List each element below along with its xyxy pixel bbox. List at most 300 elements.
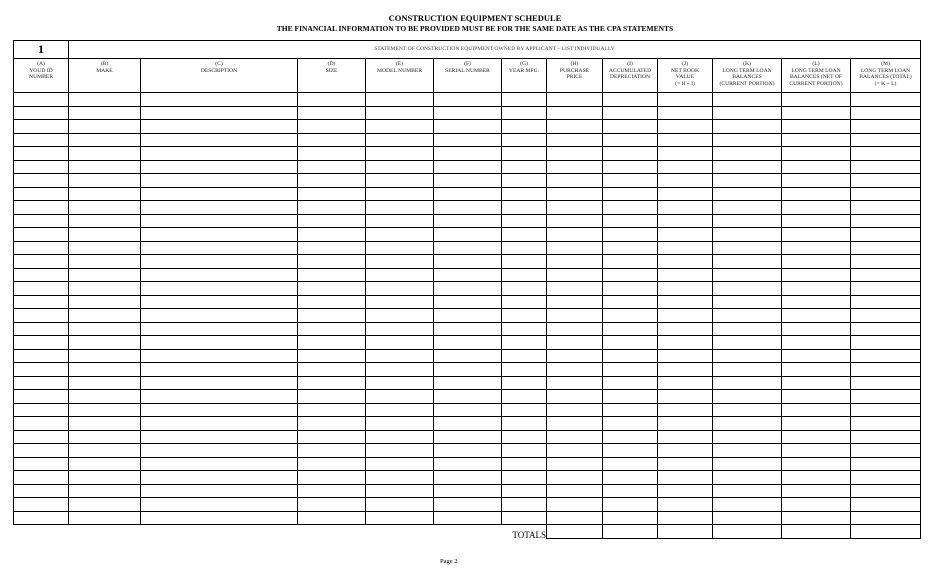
table-cell[interactable] [502, 336, 547, 350]
table-cell[interactable] [547, 295, 603, 309]
table-cell[interactable] [366, 498, 434, 512]
table-cell[interactable] [69, 471, 141, 485]
table-cell[interactable] [603, 417, 658, 431]
table-cell[interactable] [851, 295, 921, 309]
table-cell[interactable] [298, 133, 366, 147]
table-cell[interactable] [366, 187, 434, 201]
table-cell[interactable] [547, 444, 603, 458]
table-cell[interactable] [366, 457, 434, 471]
table-cell[interactable] [366, 120, 434, 134]
table-cell[interactable] [298, 93, 366, 107]
table-cell[interactable] [851, 214, 921, 228]
table-cell[interactable] [141, 93, 298, 107]
table-cell[interactable] [658, 120, 713, 134]
table-cell[interactable] [298, 322, 366, 336]
table-cell[interactable] [713, 295, 782, 309]
table-cell[interactable] [434, 403, 502, 417]
table-cell[interactable] [366, 484, 434, 498]
table-cell[interactable] [14, 444, 69, 458]
table-cell[interactable] [713, 417, 782, 431]
table-cell[interactable] [14, 390, 69, 404]
table-cell[interactable] [547, 390, 603, 404]
table-cell[interactable] [434, 241, 502, 255]
table-cell[interactable] [69, 241, 141, 255]
table-cell[interactable] [851, 322, 921, 336]
table-cell[interactable] [547, 228, 603, 242]
table-cell[interactable] [782, 457, 851, 471]
table-cell[interactable] [713, 174, 782, 188]
table-cell[interactable] [547, 498, 603, 512]
table-cell[interactable] [851, 363, 921, 377]
table-cell[interactable] [782, 295, 851, 309]
table-cell[interactable] [434, 187, 502, 201]
table-cell[interactable] [502, 295, 547, 309]
table-cell[interactable] [502, 309, 547, 323]
table-cell[interactable] [658, 268, 713, 282]
table-cell[interactable] [658, 214, 713, 228]
table-cell[interactable] [658, 174, 713, 188]
table-cell[interactable] [603, 187, 658, 201]
table-cell[interactable] [141, 430, 298, 444]
table-cell[interactable] [851, 187, 921, 201]
table-cell[interactable] [782, 471, 851, 485]
table-cell[interactable] [141, 120, 298, 134]
table-cell[interactable] [547, 511, 603, 525]
table-cell[interactable] [658, 295, 713, 309]
table-cell[interactable] [782, 444, 851, 458]
table-cell[interactable] [713, 498, 782, 512]
table-cell[interactable] [141, 363, 298, 377]
table-cell[interactable] [366, 268, 434, 282]
table-cell[interactable] [69, 147, 141, 161]
table-cell[interactable] [298, 255, 366, 269]
table-cell[interactable] [14, 403, 69, 417]
table-cell[interactable] [298, 241, 366, 255]
table-cell[interactable] [713, 93, 782, 107]
table-cell[interactable] [434, 133, 502, 147]
table-cell[interactable] [141, 295, 298, 309]
table-cell[interactable] [502, 363, 547, 377]
table-cell[interactable] [366, 444, 434, 458]
table-cell[interactable] [69, 228, 141, 242]
table-cell[interactable] [547, 93, 603, 107]
table-cell[interactable] [434, 349, 502, 363]
table-cell[interactable] [658, 106, 713, 120]
table-cell[interactable] [713, 349, 782, 363]
table-cell[interactable] [713, 444, 782, 458]
table-cell[interactable] [502, 349, 547, 363]
table-cell[interactable] [782, 390, 851, 404]
table-cell[interactable] [298, 390, 366, 404]
table-cell[interactable] [14, 363, 69, 377]
table-cell[interactable] [14, 160, 69, 174]
table-cell[interactable] [547, 160, 603, 174]
table-cell[interactable] [298, 457, 366, 471]
table-cell[interactable] [502, 106, 547, 120]
table-cell[interactable] [782, 255, 851, 269]
table-cell[interactable] [603, 444, 658, 458]
table-cell[interactable] [69, 498, 141, 512]
table-cell[interactable] [713, 106, 782, 120]
table-cell[interactable] [366, 309, 434, 323]
table-cell[interactable] [603, 255, 658, 269]
table-cell[interactable] [14, 322, 69, 336]
totals-cell[interactable] [658, 525, 713, 539]
table-cell[interactable] [658, 457, 713, 471]
table-cell[interactable] [14, 120, 69, 134]
table-cell[interactable] [141, 160, 298, 174]
table-cell[interactable] [502, 498, 547, 512]
table-cell[interactable] [782, 214, 851, 228]
table-cell[interactable] [141, 201, 298, 215]
table-cell[interactable] [851, 106, 921, 120]
table-cell[interactable] [782, 174, 851, 188]
table-cell[interactable] [547, 322, 603, 336]
table-cell[interactable] [782, 403, 851, 417]
table-cell[interactable] [658, 471, 713, 485]
table-cell[interactable] [851, 430, 921, 444]
table-cell[interactable] [547, 430, 603, 444]
table-cell[interactable] [298, 336, 366, 350]
table-cell[interactable] [366, 214, 434, 228]
table-cell[interactable] [851, 471, 921, 485]
table-cell[interactable] [502, 457, 547, 471]
table-cell[interactable] [658, 484, 713, 498]
totals-cell[interactable] [603, 525, 658, 539]
table-cell[interactable] [782, 430, 851, 444]
table-cell[interactable] [851, 444, 921, 458]
table-cell[interactable] [434, 93, 502, 107]
table-cell[interactable] [713, 214, 782, 228]
table-cell[interactable] [69, 390, 141, 404]
table-cell[interactable] [713, 255, 782, 269]
table-cell[interactable] [434, 282, 502, 296]
table-cell[interactable] [434, 255, 502, 269]
table-cell[interactable] [782, 336, 851, 350]
table-cell[interactable] [713, 403, 782, 417]
table-cell[interactable] [14, 255, 69, 269]
table-cell[interactable] [366, 174, 434, 188]
table-cell[interactable] [434, 268, 502, 282]
table-cell[interactable] [298, 498, 366, 512]
table-cell[interactable] [547, 282, 603, 296]
table-cell[interactable] [502, 133, 547, 147]
table-cell[interactable] [782, 133, 851, 147]
table-cell[interactable] [14, 201, 69, 215]
table-cell[interactable] [298, 444, 366, 458]
table-cell[interactable] [851, 417, 921, 431]
table-cell[interactable] [366, 255, 434, 269]
table-cell[interactable] [69, 93, 141, 107]
table-cell[interactable] [603, 93, 658, 107]
table-cell[interactable] [434, 363, 502, 377]
table-cell[interactable] [851, 228, 921, 242]
table-cell[interactable] [298, 376, 366, 390]
table-cell[interactable] [14, 174, 69, 188]
table-cell[interactable] [141, 309, 298, 323]
table-cell[interactable] [658, 444, 713, 458]
table-cell[interactable] [14, 484, 69, 498]
table-cell[interactable] [713, 241, 782, 255]
table-cell[interactable] [298, 363, 366, 377]
table-cell[interactable] [69, 349, 141, 363]
table-cell[interactable] [434, 484, 502, 498]
table-cell[interactable] [502, 214, 547, 228]
table-cell[interactable] [502, 430, 547, 444]
table-cell[interactable] [14, 228, 69, 242]
table-cell[interactable] [366, 471, 434, 485]
table-cell[interactable] [713, 228, 782, 242]
table-cell[interactable] [366, 322, 434, 336]
table-cell[interactable] [502, 511, 547, 525]
table-cell[interactable] [603, 403, 658, 417]
table-cell[interactable] [603, 228, 658, 242]
table-cell[interactable] [851, 241, 921, 255]
table-cell[interactable] [547, 106, 603, 120]
table-cell[interactable] [603, 295, 658, 309]
table-cell[interactable] [69, 484, 141, 498]
table-cell[interactable] [851, 201, 921, 215]
table-cell[interactable] [658, 201, 713, 215]
table-cell[interactable] [851, 174, 921, 188]
table-cell[interactable] [603, 120, 658, 134]
table-cell[interactable] [502, 147, 547, 161]
table-cell[interactable] [502, 174, 547, 188]
table-cell[interactable] [782, 376, 851, 390]
totals-cell[interactable] [713, 525, 782, 539]
table-cell[interactable] [851, 120, 921, 134]
table-cell[interactable] [141, 444, 298, 458]
table-cell[interactable] [141, 282, 298, 296]
table-cell[interactable] [851, 268, 921, 282]
table-cell[interactable] [14, 241, 69, 255]
table-cell[interactable] [434, 120, 502, 134]
table-cell[interactable] [547, 309, 603, 323]
table-cell[interactable] [69, 201, 141, 215]
table-cell[interactable] [434, 322, 502, 336]
totals-cell[interactable] [782, 525, 851, 539]
table-cell[interactable] [141, 147, 298, 161]
table-cell[interactable] [141, 390, 298, 404]
table-cell[interactable] [366, 390, 434, 404]
table-cell[interactable] [69, 174, 141, 188]
table-cell[interactable] [782, 160, 851, 174]
table-cell[interactable] [713, 133, 782, 147]
table-cell[interactable] [502, 417, 547, 431]
table-cell[interactable] [434, 147, 502, 161]
table-cell[interactable] [298, 147, 366, 161]
table-cell[interactable] [434, 430, 502, 444]
table-cell[interactable] [658, 160, 713, 174]
table-cell[interactable] [366, 147, 434, 161]
table-cell[interactable] [782, 147, 851, 161]
table-cell[interactable] [502, 268, 547, 282]
table-cell[interactable] [603, 363, 658, 377]
table-cell[interactable] [69, 255, 141, 269]
table-cell[interactable] [658, 241, 713, 255]
table-cell[interactable] [434, 444, 502, 458]
table-cell[interactable] [603, 241, 658, 255]
table-cell[interactable] [658, 498, 713, 512]
table-cell[interactable] [547, 214, 603, 228]
table-cell[interactable] [434, 106, 502, 120]
table-cell[interactable] [713, 471, 782, 485]
table-cell[interactable] [502, 255, 547, 269]
table-cell[interactable] [502, 322, 547, 336]
table-cell[interactable] [298, 471, 366, 485]
table-cell[interactable] [603, 471, 658, 485]
table-cell[interactable] [782, 417, 851, 431]
table-cell[interactable] [851, 160, 921, 174]
table-cell[interactable] [14, 309, 69, 323]
table-cell[interactable] [434, 295, 502, 309]
table-cell[interactable] [14, 133, 69, 147]
table-cell[interactable] [658, 430, 713, 444]
table-cell[interactable] [658, 255, 713, 269]
table-cell[interactable] [69, 376, 141, 390]
table-cell[interactable] [782, 201, 851, 215]
table-cell[interactable] [69, 160, 141, 174]
table-cell[interactable] [502, 282, 547, 296]
table-cell[interactable] [14, 498, 69, 512]
table-cell[interactable] [298, 349, 366, 363]
table-cell[interactable] [658, 511, 713, 525]
table-cell[interactable] [366, 106, 434, 120]
table-cell[interactable] [603, 160, 658, 174]
table-cell[interactable] [547, 484, 603, 498]
table-cell[interactable] [434, 228, 502, 242]
table-cell[interactable] [782, 228, 851, 242]
table-cell[interactable] [547, 174, 603, 188]
table-cell[interactable] [14, 471, 69, 485]
table-cell[interactable] [603, 376, 658, 390]
table-cell[interactable] [298, 295, 366, 309]
table-cell[interactable] [69, 511, 141, 525]
table-cell[interactable] [547, 147, 603, 161]
table-cell[interactable] [366, 349, 434, 363]
table-cell[interactable] [658, 228, 713, 242]
table-cell[interactable] [434, 336, 502, 350]
table-cell[interactable] [366, 241, 434, 255]
table-cell[interactable] [713, 430, 782, 444]
table-cell[interactable] [434, 160, 502, 174]
table-cell[interactable] [366, 336, 434, 350]
table-cell[interactable] [502, 201, 547, 215]
table-cell[interactable] [782, 106, 851, 120]
table-cell[interactable] [547, 349, 603, 363]
table-cell[interactable] [141, 255, 298, 269]
table-cell[interactable] [658, 390, 713, 404]
table-cell[interactable] [603, 106, 658, 120]
table-cell[interactable] [141, 241, 298, 255]
table-cell[interactable] [298, 201, 366, 215]
table-cell[interactable] [713, 309, 782, 323]
table-cell[interactable] [298, 268, 366, 282]
table-cell[interactable] [782, 511, 851, 525]
table-cell[interactable] [69, 187, 141, 201]
table-cell[interactable] [434, 214, 502, 228]
table-cell[interactable] [547, 133, 603, 147]
table-cell[interactable] [69, 282, 141, 296]
table-cell[interactable] [366, 133, 434, 147]
table-cell[interactable] [141, 417, 298, 431]
table-cell[interactable] [14, 106, 69, 120]
table-cell[interactable] [851, 336, 921, 350]
table-cell[interactable] [366, 201, 434, 215]
table-cell[interactable] [658, 403, 713, 417]
table-cell[interactable] [713, 120, 782, 134]
table-cell[interactable] [713, 187, 782, 201]
table-cell[interactable] [603, 201, 658, 215]
table-cell[interactable] [298, 120, 366, 134]
table-cell[interactable] [851, 147, 921, 161]
table-cell[interactable] [298, 309, 366, 323]
table-cell[interactable] [713, 511, 782, 525]
table-cell[interactable] [366, 376, 434, 390]
table-cell[interactable] [141, 214, 298, 228]
table-cell[interactable] [713, 322, 782, 336]
table-cell[interactable] [69, 403, 141, 417]
table-cell[interactable] [14, 295, 69, 309]
table-cell[interactable] [713, 484, 782, 498]
table-cell[interactable] [782, 349, 851, 363]
table-cell[interactable] [851, 255, 921, 269]
totals-cell[interactable] [547, 525, 603, 539]
table-cell[interactable] [603, 322, 658, 336]
table-cell[interactable] [14, 336, 69, 350]
table-cell[interactable] [141, 484, 298, 498]
table-cell[interactable] [141, 133, 298, 147]
table-cell[interactable] [434, 511, 502, 525]
table-cell[interactable] [502, 120, 547, 134]
table-cell[interactable] [366, 403, 434, 417]
table-cell[interactable] [14, 93, 69, 107]
table-cell[interactable] [547, 268, 603, 282]
table-cell[interactable] [713, 376, 782, 390]
table-cell[interactable] [434, 390, 502, 404]
table-cell[interactable] [658, 309, 713, 323]
table-cell[interactable] [658, 349, 713, 363]
table-cell[interactable] [69, 268, 141, 282]
table-cell[interactable] [782, 241, 851, 255]
table-cell[interactable] [603, 349, 658, 363]
table-cell[interactable] [713, 390, 782, 404]
table-cell[interactable] [713, 336, 782, 350]
table-cell[interactable] [782, 498, 851, 512]
table-cell[interactable] [298, 511, 366, 525]
table-cell[interactable] [851, 349, 921, 363]
table-cell[interactable] [298, 187, 366, 201]
table-cell[interactable] [851, 403, 921, 417]
table-cell[interactable] [141, 349, 298, 363]
table-cell[interactable] [782, 309, 851, 323]
table-cell[interactable] [603, 430, 658, 444]
table-cell[interactable] [366, 430, 434, 444]
table-cell[interactable] [14, 511, 69, 525]
table-cell[interactable] [502, 93, 547, 107]
table-cell[interactable] [69, 309, 141, 323]
table-cell[interactable] [366, 417, 434, 431]
table-cell[interactable] [366, 511, 434, 525]
table-cell[interactable] [141, 336, 298, 350]
table-cell[interactable] [658, 376, 713, 390]
table-cell[interactable] [14, 268, 69, 282]
table-cell[interactable] [141, 403, 298, 417]
table-cell[interactable] [603, 484, 658, 498]
table-cell[interactable] [851, 390, 921, 404]
table-cell[interactable] [713, 268, 782, 282]
table-cell[interactable] [69, 363, 141, 377]
